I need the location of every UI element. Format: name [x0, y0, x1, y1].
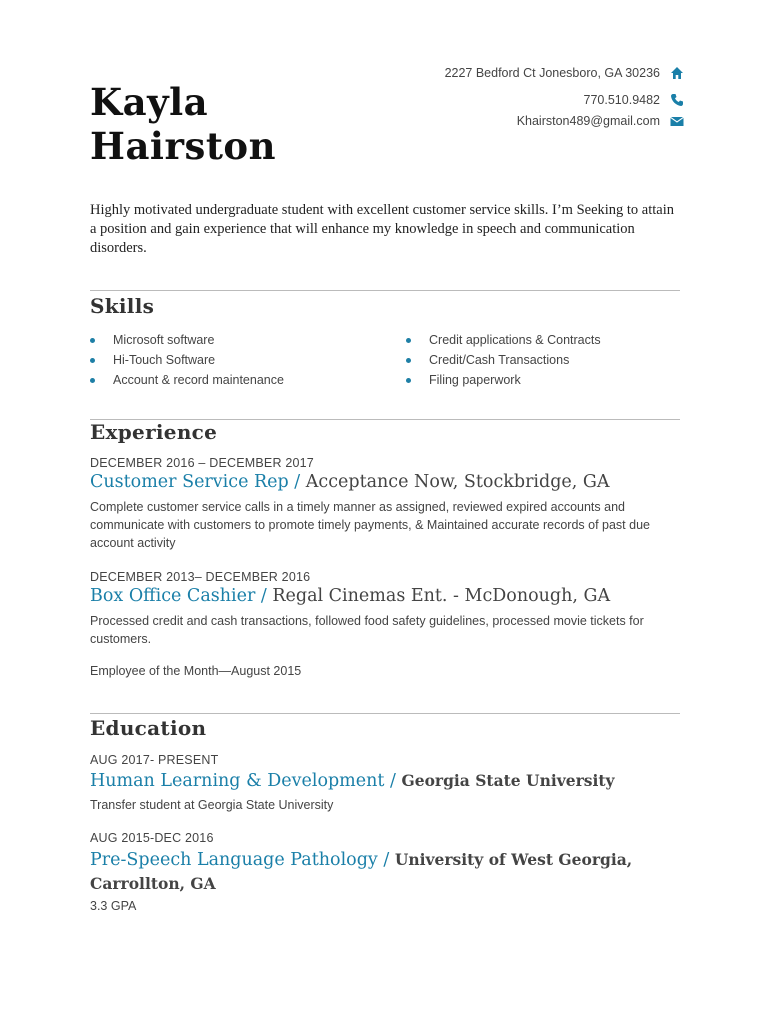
experience-heading: Experience [90, 420, 218, 444]
job-employer: Acceptance Now, Stockbridge, GA [305, 472, 610, 492]
job-role: Customer Service Rep / [90, 472, 306, 492]
bullet-icon [90, 358, 95, 363]
school-name: University of West Georgia, Carrollton, GA [90, 850, 633, 893]
education-dates: AUG 2017- PRESENT [90, 753, 219, 767]
skill-item: Hi-Touch Software [90, 350, 284, 370]
skill-item: Credit applications & Contracts [406, 330, 601, 350]
skill-item: Account & record maintenance [90, 370, 284, 390]
email-text[interactable]: Khairston489@gmail.com [516, 114, 660, 128]
education-heading: Education [90, 716, 207, 740]
job-description: Processed credit and cash transactions, followed food safety guidelines, processed movie tickets for customers. [90, 614, 644, 646]
first-name: Kayla [90, 80, 209, 124]
phone-icon [670, 93, 684, 107]
skills-list-right [406, 330, 601, 390]
education-program [90, 848, 670, 896]
skill-item: Credit/Cash Transactions [406, 350, 601, 370]
address-row [445, 62, 684, 84]
program-name: Pre-Speech Language Pathology / [90, 850, 395, 870]
education-detail: 3.3 GPA [90, 899, 137, 913]
contact-info [445, 62, 684, 137]
job-title [90, 586, 610, 606]
phone-row [445, 89, 684, 111]
school-name: Georgia State University [401, 771, 615, 790]
home-icon [670, 66, 684, 80]
job-dates: DECEMBER 2013– DECEMBER 2016 [90, 570, 311, 584]
education-dates: AUG 2015-DEC 2016 [90, 831, 214, 845]
job-award: Employee of the Month—August 2015 [90, 664, 302, 678]
email-row [445, 110, 684, 132]
education-detail: Transfer student at Georgia State University [90, 798, 334, 812]
job-role: Box Office Cashier / [90, 586, 273, 606]
bullet-icon [90, 378, 95, 383]
education-program [90, 769, 690, 793]
program-name: Human Learning & Development / [90, 771, 402, 791]
candidate-name [90, 80, 276, 168]
job-title [90, 472, 610, 492]
skills-heading: Skills [90, 294, 155, 318]
summary-paragraph: Highly motivated undergraduate student with excellent customer service skills. I’m Seeking to attain a position and gain experience that will enhance my knowledge in speech and communication disorders. [90, 202, 675, 256]
skill-item: Microsoft software [90, 330, 284, 350]
bullet-icon [406, 378, 411, 383]
last-name: Hairston [90, 124, 276, 168]
bullet-icon [406, 358, 411, 363]
address-text: 2227 Bedford Ct Jonesboro, GA 30236 [444, 66, 660, 80]
job-dates: DECEMBER 2016 – DECEMBER 2017 [90, 456, 314, 470]
job-description: Complete customer service calls in a timely manner as assigned, reviewed expired accounts and communicate with customers to promote timely payments, & Maintained accurate records of past due account activity [90, 500, 650, 550]
skill-item: Filing paperwork [406, 370, 601, 390]
skills-list-left [90, 330, 284, 390]
envelope-icon [670, 114, 684, 128]
bullet-icon [406, 338, 411, 343]
job-employer: Regal Cinemas Ent. - McDonough, GA [272, 586, 611, 606]
divider [90, 713, 680, 714]
divider [90, 290, 680, 291]
phone-text[interactable]: 770.510.9482 [583, 93, 660, 107]
bullet-icon [90, 338, 95, 343]
